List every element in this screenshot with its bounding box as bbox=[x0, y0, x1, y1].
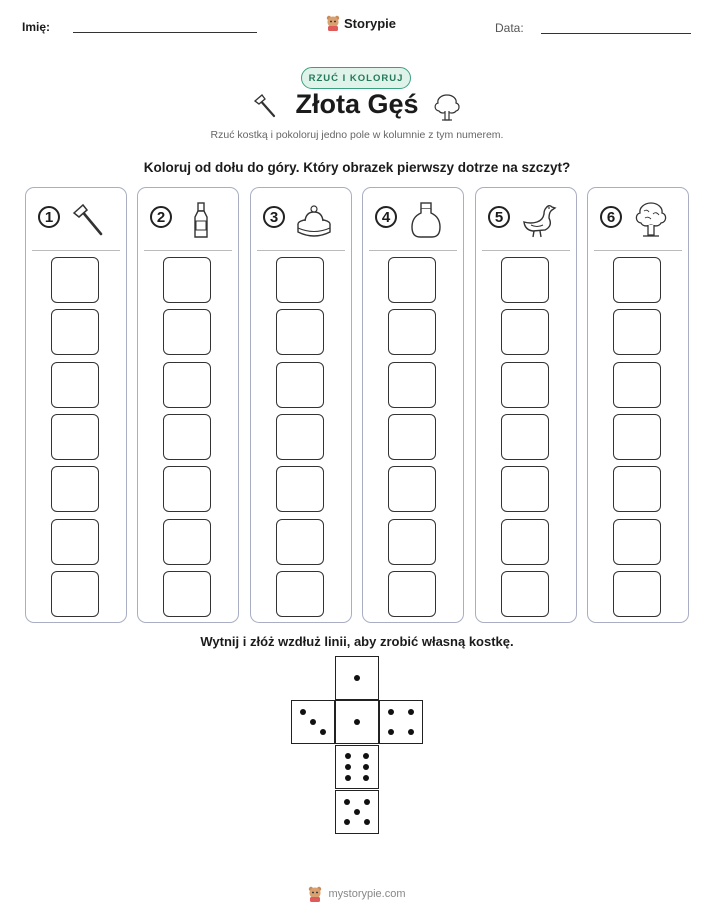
dice-column-5 bbox=[475, 187, 577, 623]
color-box[interactable] bbox=[276, 414, 324, 460]
instruction-text: Koloruj od dołu do góry. Który obrazek pierwszy dotrze na szczyt? bbox=[143, 160, 571, 175]
color-box[interactable] bbox=[276, 519, 324, 565]
color-box[interactable] bbox=[163, 519, 211, 565]
dice-face bbox=[291, 700, 335, 744]
color-box[interactable] bbox=[501, 414, 549, 460]
color-box[interactable] bbox=[51, 309, 99, 355]
color-box[interactable] bbox=[501, 519, 549, 565]
dice-pip bbox=[310, 719, 316, 725]
dice-pip bbox=[363, 764, 369, 770]
activity-badge: RZUĆ I KOLORUJ bbox=[301, 67, 411, 89]
color-box[interactable] bbox=[276, 571, 324, 617]
dice-pip bbox=[300, 709, 306, 715]
dice-face bbox=[379, 700, 423, 744]
color-box[interactable] bbox=[163, 309, 211, 355]
dice-pip bbox=[363, 753, 369, 759]
page-subtitle: Rzuć kostką i pokoloruj jedno pole w kolumnie z tym numerem. bbox=[210, 129, 504, 141]
color-box[interactable] bbox=[388, 309, 436, 355]
color-box[interactable] bbox=[163, 414, 211, 460]
color-box[interactable] bbox=[276, 257, 324, 303]
dice-column-1 bbox=[25, 187, 127, 623]
dice-pip bbox=[354, 675, 360, 681]
color-box[interactable] bbox=[163, 362, 211, 408]
dice-pip bbox=[320, 729, 326, 735]
color-box[interactable] bbox=[613, 571, 661, 617]
column-number: 2 bbox=[150, 206, 172, 228]
dice-face bbox=[335, 745, 379, 789]
dice-face bbox=[335, 656, 379, 700]
dice-face bbox=[335, 700, 379, 744]
name-line bbox=[73, 32, 257, 33]
column-divider bbox=[482, 250, 570, 251]
color-box[interactable] bbox=[163, 257, 211, 303]
color-box[interactable] bbox=[613, 414, 661, 460]
color-box[interactable] bbox=[613, 257, 661, 303]
color-box[interactable] bbox=[501, 571, 549, 617]
goose-icon bbox=[519, 200, 559, 240]
dice-face bbox=[335, 790, 379, 834]
dice-instruction: Wytnij i złóż wzdłuż linii, aby zrobić własną kostkę. bbox=[200, 634, 514, 649]
axe-icon bbox=[69, 200, 109, 240]
dice-pip bbox=[354, 719, 360, 725]
color-box[interactable] bbox=[388, 571, 436, 617]
dice-pip bbox=[345, 764, 351, 770]
dice-pip bbox=[344, 819, 350, 825]
dice-pip bbox=[388, 729, 394, 735]
color-box[interactable] bbox=[276, 309, 324, 355]
column-divider bbox=[144, 250, 232, 251]
tree-icon bbox=[631, 200, 671, 240]
tree-icon bbox=[431, 91, 463, 123]
color-box[interactable] bbox=[51, 414, 99, 460]
column-number: 6 bbox=[600, 206, 622, 228]
dice-pip bbox=[345, 775, 351, 781]
column-number: 4 bbox=[375, 206, 397, 228]
color-box[interactable] bbox=[276, 362, 324, 408]
color-box[interactable] bbox=[613, 519, 661, 565]
color-box[interactable] bbox=[163, 571, 211, 617]
color-box[interactable] bbox=[388, 519, 436, 565]
dice-column-4 bbox=[362, 187, 464, 623]
color-box[interactable] bbox=[388, 414, 436, 460]
column-divider bbox=[594, 250, 682, 251]
color-box[interactable] bbox=[613, 466, 661, 512]
color-box[interactable] bbox=[501, 466, 549, 512]
dice-pip bbox=[354, 809, 360, 815]
dice-pip bbox=[408, 709, 414, 715]
color-box[interactable] bbox=[51, 571, 99, 617]
flask-icon bbox=[406, 200, 446, 240]
footer-url: mystorypie.com bbox=[328, 888, 406, 900]
column-number: 5 bbox=[488, 206, 510, 228]
dice-pip bbox=[388, 709, 394, 715]
dice-column-6 bbox=[587, 187, 689, 623]
color-box[interactable] bbox=[501, 362, 549, 408]
cake-icon bbox=[294, 200, 334, 240]
storypie-bear-icon bbox=[326, 15, 340, 31]
column-divider bbox=[257, 250, 345, 251]
color-box[interactable] bbox=[613, 309, 661, 355]
brand-name: Storypie bbox=[344, 15, 397, 31]
color-box[interactable] bbox=[51, 466, 99, 512]
date-line bbox=[541, 33, 691, 34]
page-title: Złota Gęś bbox=[295, 89, 419, 119]
color-box[interactable] bbox=[388, 257, 436, 303]
dice-pip bbox=[364, 819, 370, 825]
dice-column-3 bbox=[250, 187, 352, 623]
column-number: 1 bbox=[38, 206, 60, 228]
color-box[interactable] bbox=[51, 257, 99, 303]
color-box[interactable] bbox=[613, 362, 661, 408]
color-box[interactable] bbox=[163, 466, 211, 512]
brand-logo bbox=[326, 15, 396, 31]
dice-pip bbox=[345, 753, 351, 759]
dice-pip bbox=[408, 729, 414, 735]
color-box[interactable] bbox=[388, 466, 436, 512]
date-label: Data: bbox=[495, 21, 524, 35]
color-box[interactable] bbox=[51, 519, 99, 565]
storypie-bear-icon bbox=[308, 886, 322, 902]
dice-pip bbox=[364, 799, 370, 805]
column-divider bbox=[32, 250, 120, 251]
dice-column-2 bbox=[137, 187, 239, 623]
bottle-icon bbox=[181, 200, 221, 240]
dice-pip bbox=[363, 775, 369, 781]
color-box[interactable] bbox=[501, 257, 549, 303]
name-label: Imię: bbox=[22, 20, 51, 34]
column-number: 3 bbox=[263, 206, 285, 228]
color-box[interactable] bbox=[501, 309, 549, 355]
color-box[interactable] bbox=[388, 362, 436, 408]
column-divider bbox=[369, 250, 457, 251]
color-box[interactable] bbox=[276, 466, 324, 512]
color-box[interactable] bbox=[51, 362, 99, 408]
dice-pip bbox=[344, 799, 350, 805]
footer bbox=[0, 886, 714, 902]
